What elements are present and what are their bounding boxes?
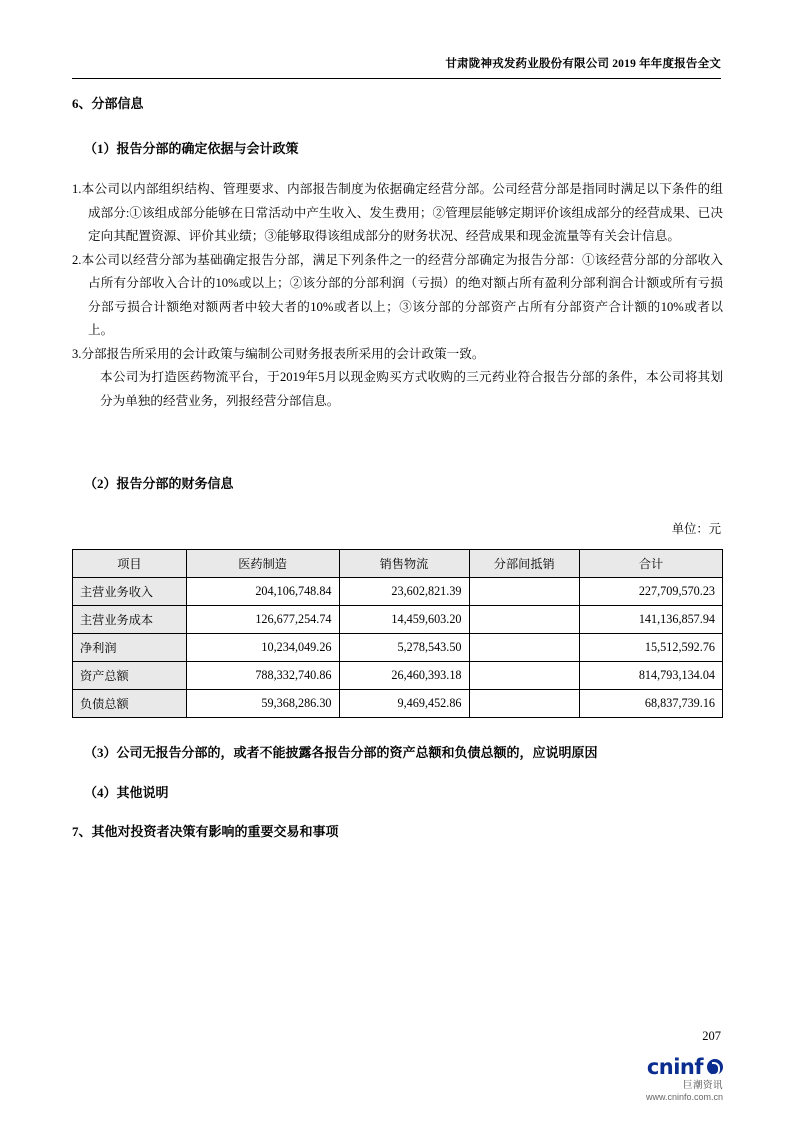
cell-total: 15,512,592.76 xyxy=(580,634,723,662)
header-divider xyxy=(72,78,721,79)
table-row xyxy=(73,578,723,606)
page-content xyxy=(72,94,723,842)
segment-financials-table xyxy=(72,549,723,718)
cell-elimination xyxy=(469,634,580,662)
table-header-cell-elimination: 分部间抵销 xyxy=(469,550,580,578)
table-row xyxy=(73,662,723,690)
cninfo-mark-icon xyxy=(707,1059,723,1075)
logo-url: www.cninfo.com.cn xyxy=(645,1092,723,1102)
paragraph-2: 2.本公司以经营分部为基础确定报告分部，满足下列条件之一的经营分部确定为报告分部：①该经营分部的分部收入占所有分部收入合计的10%或以上；②该分部的分部利润（亏损）的绝对额占所有盈利分部利润合计额或所有亏损分部亏损合计额绝对额两者中较大者的10%或者以上；③该分部的分部资产占所有分部资产合计额的10%或者以上。 xyxy=(72,252,723,337)
table-header-cell-logistics: 销售物流 xyxy=(339,550,469,578)
table-row xyxy=(73,690,723,718)
table-header-cell-manufacturing: 医药制造 xyxy=(186,550,339,578)
logo-wordmark: cninf xyxy=(646,1054,703,1079)
spacer xyxy=(72,443,723,473)
subsection-heading-2: （2）报告分部的财务信息 xyxy=(84,476,234,491)
row-label: 净利润 xyxy=(73,634,187,662)
spacer xyxy=(72,718,723,742)
cell-manufacturing: 126,677,254.74 xyxy=(186,606,339,634)
cell-total: 814,793,134.04 xyxy=(580,662,723,690)
section-heading-6: 6、分部信息 xyxy=(72,96,144,111)
spacer xyxy=(72,114,723,138)
section-heading-7: 7、其他对投资者决策有影响的重要交易和事项 xyxy=(72,824,339,839)
page-number: 207 xyxy=(702,1029,721,1043)
row-label: 资产总额 xyxy=(73,662,187,690)
paragraph-1: 1.本公司以内部组织结构、管理要求、内部报告制度为依据确定经营分部。公司经营分部是指同时满足以下条件的组成部分:①该组成部分能够在日常活动中产生收入、发生费用；②管理层能够定期评价该组成部分的经营成果、已决定向其配置资源、评价其业绩；③能够取得该组成部分的财务状况、经营成果和现金流量等有关会计信息。 xyxy=(72,182,723,243)
spacer xyxy=(72,160,723,178)
spacer xyxy=(72,495,723,519)
cell-logistics: 26,460,393.18 xyxy=(339,662,469,690)
cell-elimination xyxy=(469,662,580,690)
table-header-cell-item: 项目 xyxy=(73,550,187,578)
cell-total: 141,136,857.94 xyxy=(580,606,723,634)
row-label: 负债总额 xyxy=(73,690,187,718)
page-header: 甘肃陇神戎发药业股份有限公司 2019 年年度报告全文 xyxy=(445,58,721,70)
cell-total: 68,837,739.16 xyxy=(580,690,723,718)
cell-elimination xyxy=(469,606,580,634)
cell-manufacturing: 204,106,748.84 xyxy=(186,578,339,606)
cell-logistics: 14,459,603.20 xyxy=(339,606,469,634)
table-row xyxy=(73,606,723,634)
spacer xyxy=(72,764,723,782)
table-unit-label: 单位：元 xyxy=(671,522,721,536)
cell-elimination xyxy=(469,690,580,718)
spacer xyxy=(72,413,723,443)
spacer xyxy=(72,804,723,822)
cell-total: 227,709,570.23 xyxy=(580,578,723,606)
subsection-heading-3: （3）公司无报告分部的，或者不能披露各报告分部的资产总额和负债总额的，应说明原因 xyxy=(84,745,598,760)
row-label: 主营业务成本 xyxy=(73,606,187,634)
cell-manufacturing: 788,332,740.86 xyxy=(186,662,339,690)
cell-logistics: 23,602,821.39 xyxy=(339,578,469,606)
subsection-heading-1: （1）报告分部的确定依据与会计政策 xyxy=(84,141,299,156)
paragraph-4: 本公司为打造医药物流平台，于2019年5月以现金购买方式收购的三元药业符合报告分部的条件，本公司将其划分为单独的经营业务，列报经营分部信息。 xyxy=(100,370,723,408)
cell-logistics: 9,469,452.86 xyxy=(339,690,469,718)
cell-manufacturing: 59,368,286.30 xyxy=(186,690,339,718)
row-label: 主营业务收入 xyxy=(73,578,187,606)
spacer xyxy=(72,539,723,549)
logo-row xyxy=(646,1054,723,1079)
cell-logistics: 5,278,543.50 xyxy=(339,634,469,662)
table-header-row xyxy=(73,550,723,578)
cell-elimination xyxy=(469,578,580,606)
table-row xyxy=(73,634,723,662)
logo-subtitle: 巨潮资讯 xyxy=(682,1079,723,1091)
paragraph-3: 3.分部报告所采用的会计政策与编制公司财务报表所采用的会计政策一致。 xyxy=(72,346,485,361)
cninfo-logo xyxy=(645,1054,723,1103)
table-header-cell-total: 合计 xyxy=(580,550,723,578)
cell-manufacturing: 10,234,049.26 xyxy=(186,634,339,662)
subsection-heading-4: （4）其他说明 xyxy=(84,785,169,800)
